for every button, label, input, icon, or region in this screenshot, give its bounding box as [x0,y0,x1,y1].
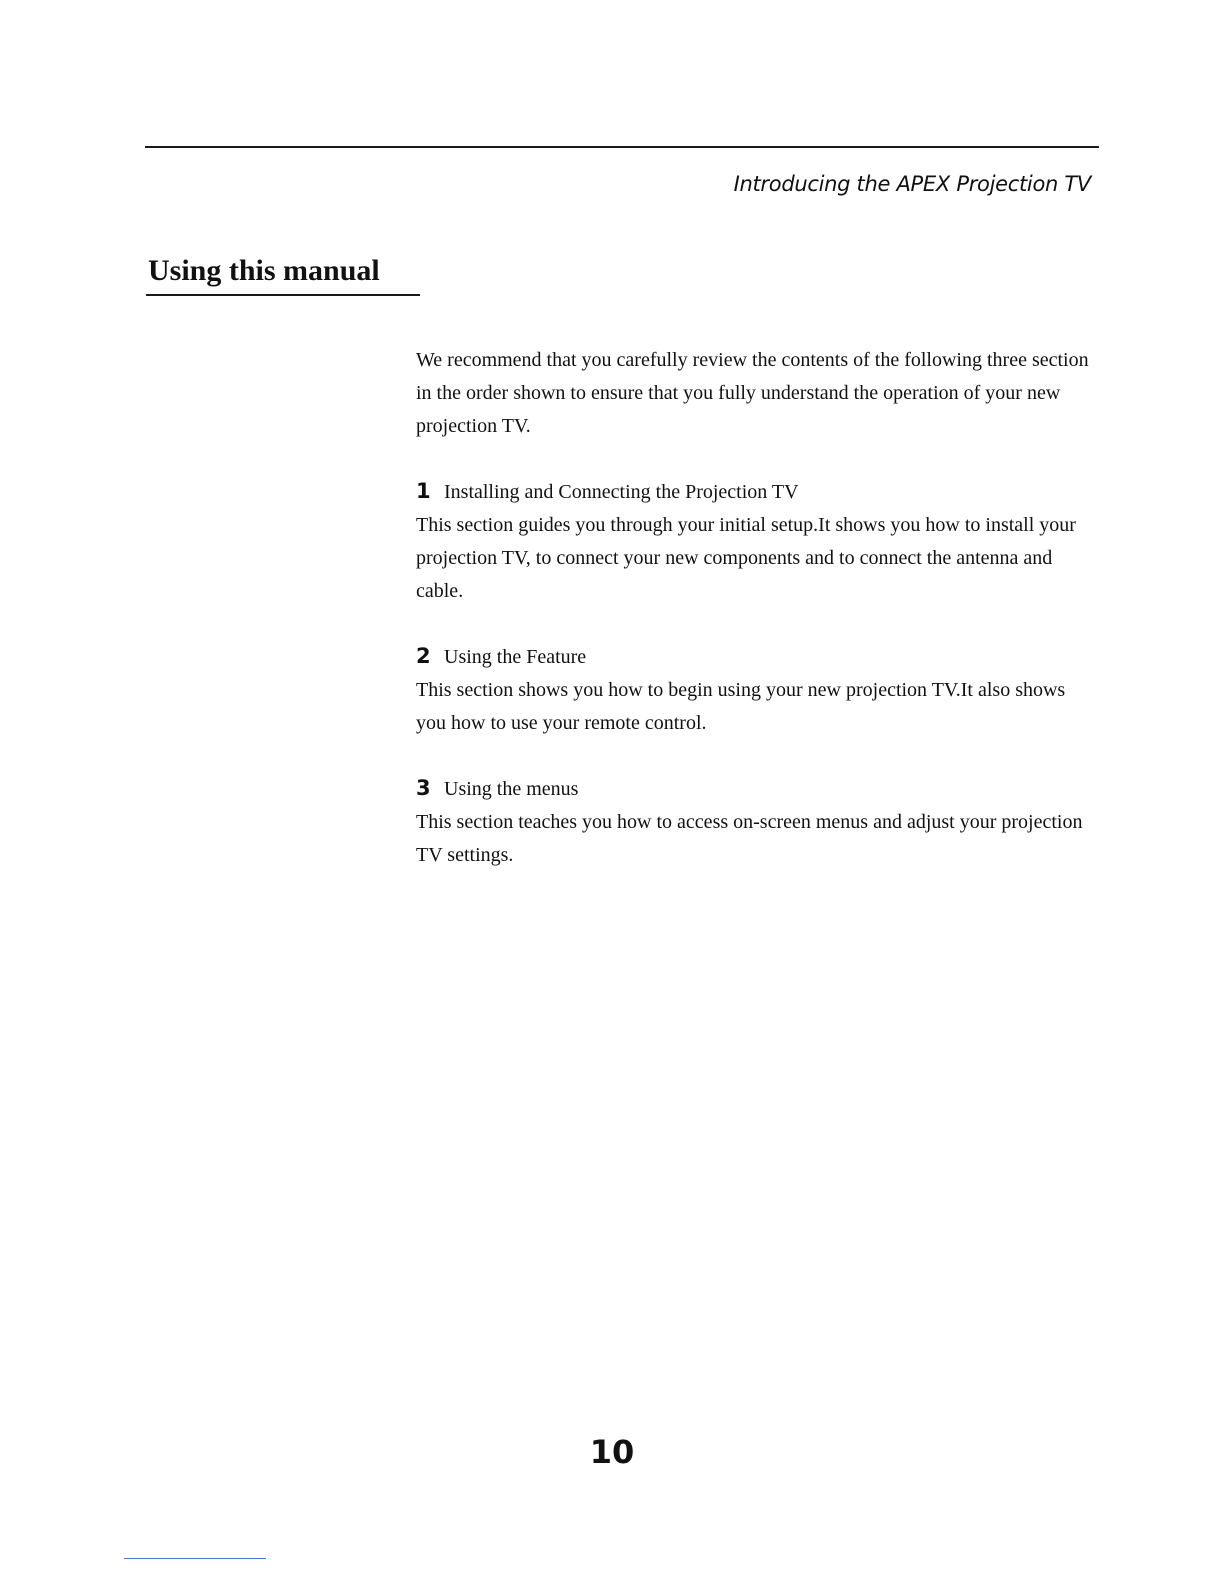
body-content [416,344,1100,872]
item-heading-row [416,475,1100,509]
item-number: 2 [416,644,431,668]
item-number: 1 [416,479,431,503]
intro-paragraph: We recommend that you carefully review the contents of the following three section in the order shown to ensure that you fully understand the operation of your new projection TV. [416,349,1089,437]
header-rule [145,146,1099,148]
page-number: 10 [589,1433,635,1471]
footer-rule [124,1558,266,1559]
section-title: Using this manual [148,254,380,287]
section-item-2 [416,640,1100,740]
section-item-1 [416,475,1100,608]
section-item-3 [416,772,1100,872]
item-number: 3 [416,776,431,800]
section-title-rule [146,294,420,296]
item-description: This section teaches you how to access on-screen menus and adjust your projection TV settings. [416,811,1083,866]
running-header: Introducing the APEX Projection TV [733,172,1091,196]
item-heading: Using the Feature [444,646,587,668]
item-heading: Using the menus [444,778,579,800]
item-heading-row [416,772,1100,806]
item-description: This section shows you how to begin using your new projection TV.It also shows you how to use your remote control. [416,679,1066,734]
item-description: This section guides you through your initial setup.It shows you how to install your projection TV, to connect your new components and to connect the antenna and cable. [416,514,1076,602]
item-heading: Installing and Connecting the Projection TV [444,481,799,503]
item-heading-row [416,640,1100,674]
